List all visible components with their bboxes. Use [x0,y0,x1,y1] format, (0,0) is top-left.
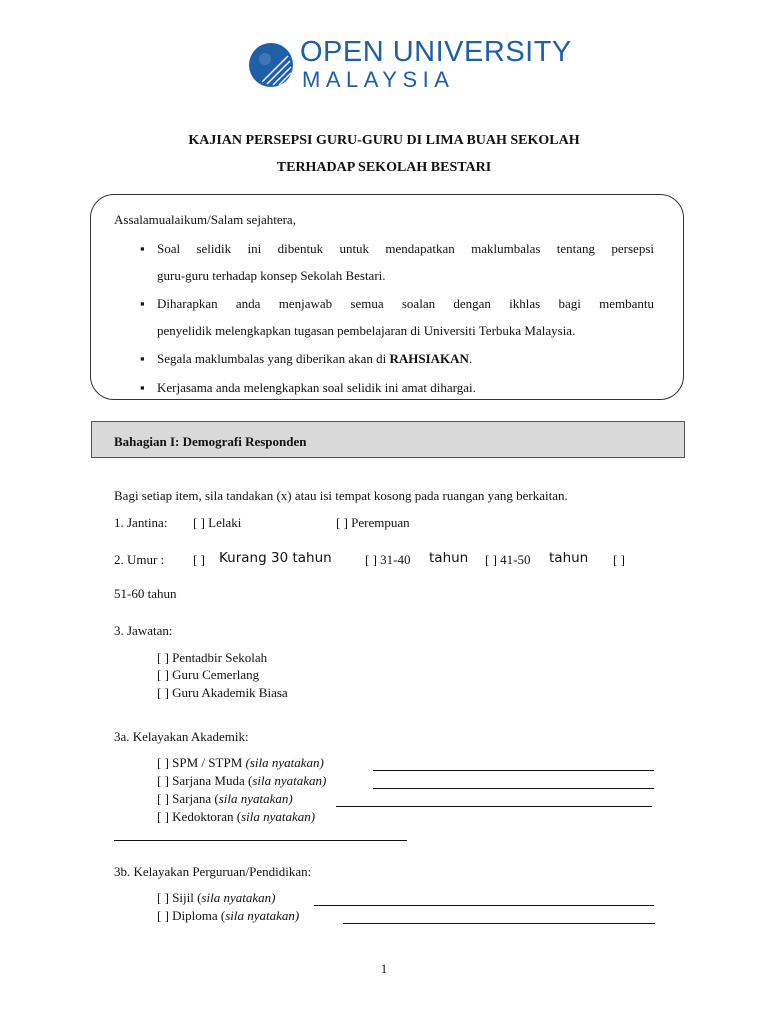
fill-in-line[interactable] [373,770,654,771]
academic-option-spm-stpm[interactable]: [ ] SPM / STPM (sila nyatakan) [157,755,324,770]
confidential-emphasis: RAHSIAKAN [389,351,469,366]
greeting-text: Assalamualaikum/Salam sejahtera, [114,212,296,227]
logo-text-line2: MALAYSIA [302,67,455,92]
intro-bullet-1-line1: Soal selidik ini dibentuk untuk mendapatkan maklumbalas tentang persepsi [157,241,654,256]
section-title: Bahagian I: Demografi Responden [114,434,307,449]
university-logo-icon [248,42,294,88]
bullet-icon: ▪ [140,380,145,395]
age-checkbox-2[interactable]: [ ] 31-40 [365,552,411,567]
age-option-41-50-unit: tahun [549,550,589,566]
bullet-icon: ▪ [140,351,145,366]
position-option-excellent-teacher[interactable]: [ ] Guru Cemerlang [157,667,260,682]
academic-option-master[interactable]: [ ] Sarjana (sila nyatakan) [157,791,293,806]
intro-bullet-1-line2: guru-guru terhadap konsep Sekolah Bestari. [157,268,386,283]
fill-in-line[interactable] [373,788,654,789]
bullet-icon: ▪ [140,296,145,311]
q3a-label: 3a. Kelayakan Akademik: [114,729,249,744]
age-checkbox-4[interactable]: [ ] [613,552,625,567]
fill-in-line[interactable] [336,806,652,807]
intro-bullet-3: Segala maklumbalas yang diberikan akan di RAHSIAKAN. [157,351,473,366]
fill-in-line[interactable] [314,905,654,906]
gender-male-option[interactable]: [ ] Lelaki [193,515,242,530]
age-option-under-30: Kurang 30 tahun [219,550,332,566]
page-number: 1 [380,961,388,976]
q3b-label: 3b. Kelayakan Perguruan/Pendidikan: [114,864,312,879]
q1-label: 1. Jantina: [114,515,168,530]
fill-in-line[interactable] [114,840,407,841]
teaching-option-certificate[interactable]: [ ] Sijil (sila nyatakan) [157,890,276,905]
document-title-line2: TERHADAP SEKOLAH BESTARI [276,160,492,175]
age-option-31-40-unit: tahun [429,550,469,566]
q3-label: 3. Jawatan: [114,623,173,638]
age-checkbox-1[interactable]: [ ] [193,552,205,567]
position-option-academic-teacher[interactable]: [ ] Guru Akademik Biasa [157,685,288,700]
academic-option-bachelor[interactable]: [ ] Sarjana Muda (sila nyatakan) [157,773,327,788]
gender-female-option[interactable]: [ ] Perempuan [336,515,410,530]
age-checkbox-3[interactable]: [ ] 41-50 [485,552,531,567]
age-option-51-60: 51-60 tahun [114,586,177,601]
teaching-option-diploma[interactable]: [ ] Diploma (sila nyatakan) [157,908,300,923]
intro-bullet-2-line2: penyelidik melengkapkan tugasan pembelajaran di Universiti Terbuka Malaysia. [157,323,576,338]
document-title-line1: KAJIAN PERSEPSI GURU-GURU DI LIMA BUAH SEKOLAH [188,133,580,148]
academic-option-doctorate[interactable]: [ ] Kedoktoran (sila nyatakan) [157,809,316,824]
intro-bullet-2-line1: Diharapkan anda menjawab semua soalan dengan ikhlas bagi membantu [157,296,654,311]
position-option-administrator[interactable]: [ ] Pentadbir Sekolah [157,650,268,665]
logo-text-line1: OPEN UNIVERSITY [300,36,572,68]
instruction-text: Bagi setiap item, sila tandakan (x) atau isi tempat kosong pada ruangan yang berkaitan. [114,488,568,503]
q2-label: 2. Umur : [114,552,165,567]
intro-bullet-4: Kerjasama anda melengkapkan soal selidik ini amat dihargai. [157,380,476,395]
bullet-icon: ▪ [140,241,145,256]
fill-in-line[interactable] [343,923,655,924]
